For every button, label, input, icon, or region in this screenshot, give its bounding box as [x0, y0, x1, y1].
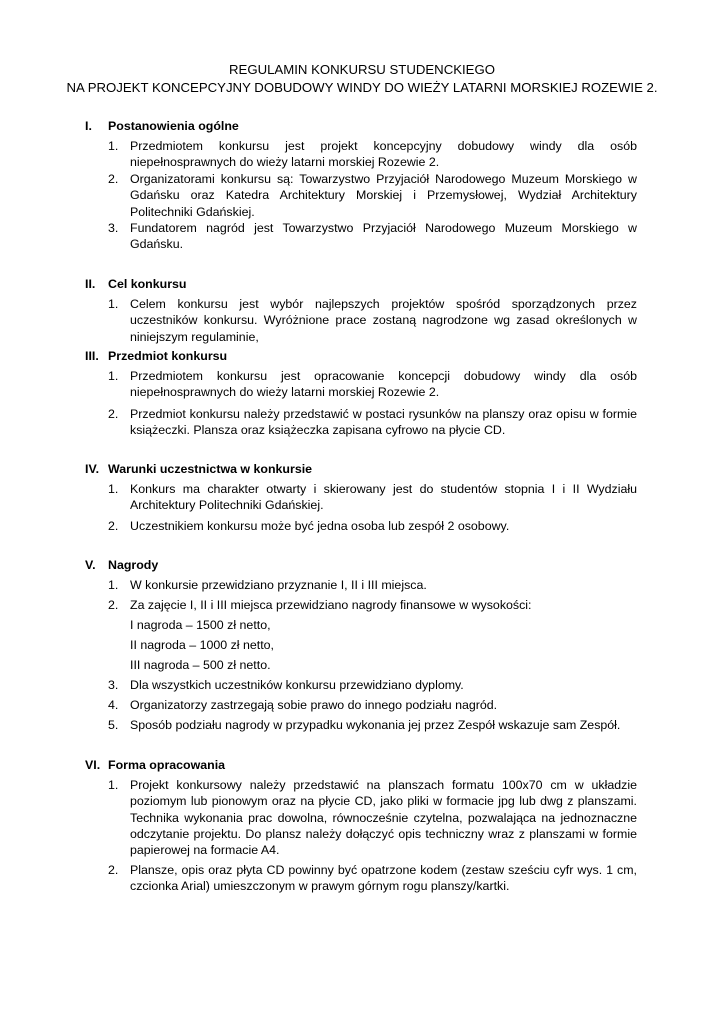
list-item-number: 1. [108, 482, 119, 496]
list-item-text: Uczestnikiem konkursu może być jedna osoba lub zespół 2 osobowy. [130, 519, 510, 533]
list-item-number: 1. [108, 369, 119, 383]
section-title: Cel konkursu [108, 277, 187, 291]
prize-line: I nagroda – 1500 zł netto, [130, 618, 271, 632]
section-number: VI. [85, 758, 101, 772]
list-item-text: Za zajęcie I, II i III miejsca przewidziano nagrody finansowe w wysokości: [130, 598, 532, 612]
prize-line: II nagroda – 1000 zł netto, [130, 638, 274, 652]
list-item-text: Organizatorami konkursu są: Towarzystwo Przyjaciół Narodowego Muzeum Morskiego w Gdańsku oraz Katedra Architektury Morskiej i Przemysłowej, Wydział Architektury Politechniki Gdańskiej. [130, 172, 637, 219]
section-number: V. [85, 558, 96, 572]
section-title: Forma opracowania [108, 758, 226, 772]
list-item-number: 1. [108, 139, 119, 153]
list-item-text: Organizatorzy zastrzegają sobie prawo do innego podziału nagród. [130, 698, 498, 712]
section-title: Przedmiot konkursu [108, 349, 228, 363]
document-title-line-1: REGULAMIN KONKURSU STUDENCKIEGO [229, 62, 495, 77]
list-item-number: 3. [108, 221, 119, 235]
section-number: III. [85, 349, 99, 363]
list-item-text: Dla wszystkich uczestników konkursu przewidziano dyplomy. [130, 678, 464, 692]
list-item-number: 5. [108, 718, 119, 732]
list-item-number: 2. [108, 519, 119, 533]
section-title: Postanowienia ogólne [108, 119, 239, 133]
section-title: Nagrody [108, 558, 159, 572]
list-item-text: Sposób podziału nagrody w przypadku wykonania jej przez Zespół wskazuje sam Zespół. [130, 718, 621, 732]
list-item-text: Celem konkursu jest wybór najlepszych projektów spośród sporządzonych przez uczestników konkursu. Wyróżnione prace zostaną nagrodzone wg zasad określonych w niniejszym regulaminie, [130, 297, 637, 344]
list-item-text: W konkursie przewidziano przyznanie I, II i III miejsca. [130, 578, 427, 592]
section-number: IV. [85, 462, 100, 476]
document-title-line-2: NA PROJEKT KONCEPCYJNY DOBUDOWY WINDY DO WIEŻY LATARNI MORSKIEJ ROZEWIE 2. [66, 80, 658, 95]
list-item-number: 2. [108, 863, 119, 877]
list-item-number: 4. [108, 698, 119, 712]
list-item-text: Przedmiot konkursu należy przedstawić w postaci rysunków na planszy oraz opisu w formie książeczki. Plansza oraz książeczka zapisana cyfrowo na płycie CD. [130, 407, 637, 438]
list-item-text: Fundatorem nagród jest Towarzystwo Przyjaciół Narodowego Muzeum Morskiego w Gdańsku. [130, 221, 637, 252]
list-item-text: Konkurs ma charakter otwarty i skierowany jest do studentów stopnia I i II Wydziału Architektury Politechniki Gdańskiej. [130, 482, 637, 513]
section-number: II. [85, 277, 96, 291]
list-item-text: Przedmiotem konkursu jest projekt koncepcyjny dobudowy windy dla osób niepełnosprawnych do wieży latarni morskiej Rozewie 2. [130, 139, 637, 170]
list-item-number: 1. [108, 778, 119, 792]
list-item-number: 1. [108, 578, 119, 592]
section-number: I. [85, 119, 92, 133]
prize-line: III nagroda – 500 zł netto. [130, 658, 271, 672]
section-title: Warunki uczestnictwa w konkursie [108, 462, 313, 476]
list-item-number: 2. [108, 407, 119, 421]
list-item-text: Przedmiotem konkursu jest opracowanie koncepcji dobudowy windy dla osób niepełnosprawnych do wieży latarni morskiej Rozewie 2. [130, 369, 637, 400]
list-item-number: 2. [108, 598, 119, 612]
list-item-number: 1. [108, 297, 119, 311]
list-item-text: Plansze, opis oraz płyta CD powinny być opatrzone kodem (zestaw sześciu cyfr wys. 1 cm, czcionka Arial) umieszczonym w prawym górnym rogu planszy/kartki. [130, 863, 637, 894]
list-item-number: 2. [108, 172, 119, 186]
list-item-text: Projekt konkursowy należy przedstawić na planszach formatu 100x70 cm w układzie poziomym lub pionowym oraz na płycie CD, jako pliki w formacie jpg lub dwg z planszami. Technika wykonania prac dowolna, równocześnie czytelna, pozwalająca na jednoznaczne odczytanie projektu. Do plansz należy dołączyć opis techniczny wraz z planszami w formie papierowej na formacie A4. [130, 778, 637, 858]
list-item-number: 3. [108, 678, 119, 692]
